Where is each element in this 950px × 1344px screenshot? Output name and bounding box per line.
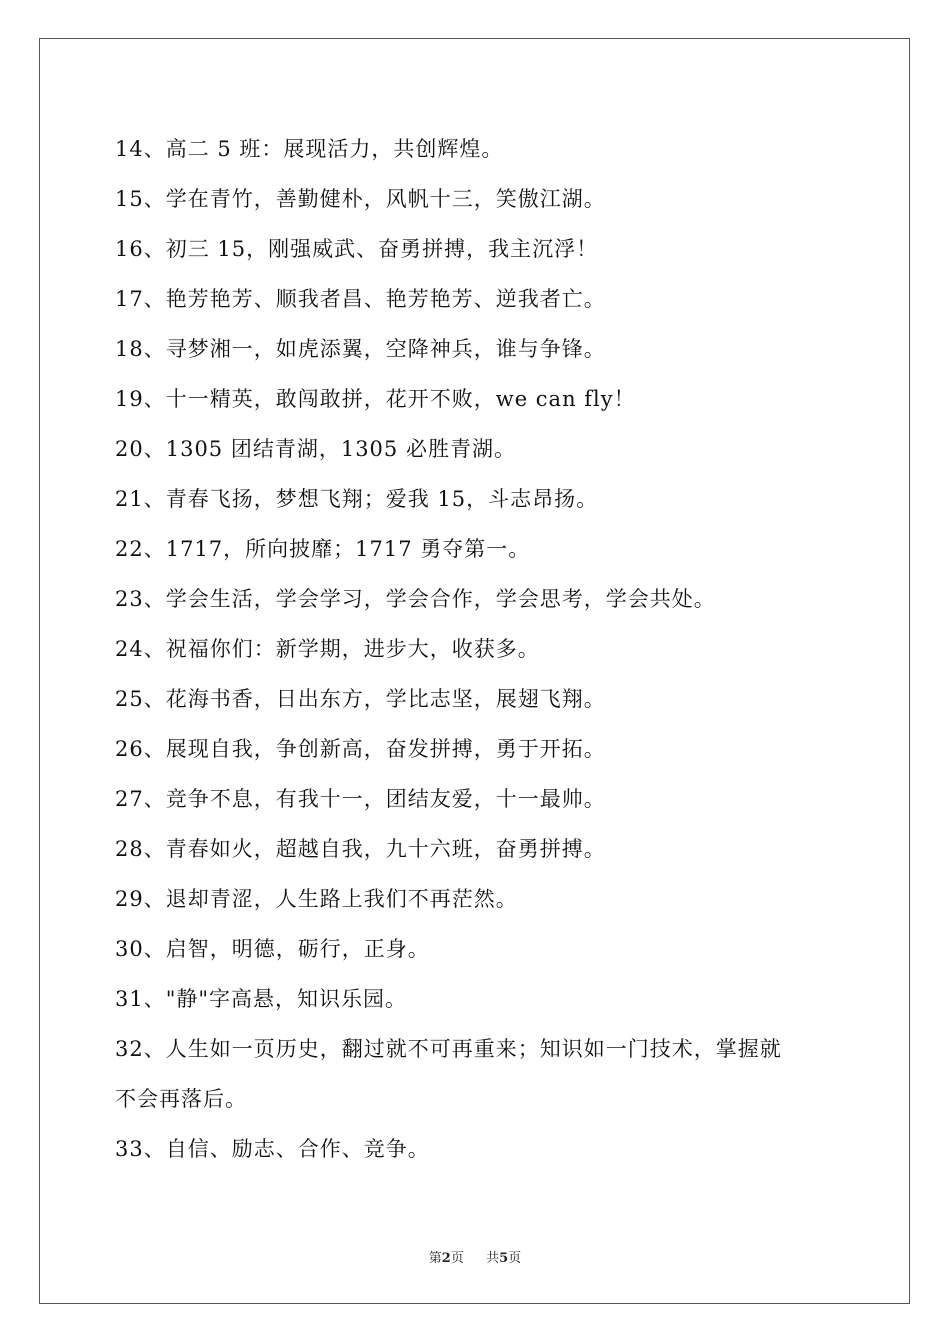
text-line: 21、青春飞扬，梦想飞翔；爱我 15，斗志昂扬。 (115, 487, 599, 511)
document-body (115, 124, 845, 1174)
text-line: 27、竞争不息，有我十一，团结友爱，十一最帅。 (115, 787, 606, 811)
text-line: 28、青春如火，超越自我，九十六班，奋勇拼搏。 (115, 837, 606, 861)
text-line: 22、1717，所向披靡；1717 勇夺第一。 (115, 537, 531, 561)
text-line: 33、自信、励志、合作、竞争。 (115, 1137, 430, 1161)
text-line: 不会再落后。 (115, 1087, 247, 1111)
text-line: 26、展现自我，争创新高，奋发拼搏，勇于开拓。 (115, 737, 606, 761)
text-line: 17、艳芳艳芳、顺我者昌、艳芳艳芳、逆我者亡。 (115, 287, 606, 311)
page-current: 2 (441, 1251, 451, 1266)
text-line: 20、1305 团结青湖，1305 必胜青湖。 (115, 437, 516, 461)
text-line: 32、人生如一页历史，翻过就不可再重来；知识如一门技术，掌握就 (115, 1037, 782, 1061)
text-line: 23、学会生活，学会学习，学会合作，学会思考，学会共处。 (115, 587, 716, 611)
page-total: 5 (499, 1251, 509, 1266)
page-suffix: 页 (450, 1251, 464, 1266)
text-line: 15、学在青竹，善勤健朴，风帆十三，笑傲江湖。 (115, 187, 606, 211)
total-prefix: 共 (486, 1251, 500, 1266)
text-line: 31、"静"字高悬，知识乐园。 (115, 987, 408, 1011)
page-indicator (429, 1251, 468, 1266)
text-line: 29、退却青涩，人生路上我们不再茫然。 (115, 887, 518, 911)
page-total-indicator (486, 1251, 521, 1266)
text-line: 18、寻梦湘一，如虎添翼，空降神兵，谁与争锋。 (115, 337, 606, 361)
text-line: 25、花海书香，日出东方，学比志坚，展翅飞翔。 (115, 687, 606, 711)
text-line: 19、十一精英，敢闯敢拼，花开不败，we can fly！ (115, 387, 636, 411)
text-line: 24、祝福你们：新学期，进步大，收获多。 (115, 637, 540, 661)
page-prefix: 第 (428, 1251, 442, 1266)
text-line: 30、启智，明德，砺行，正身。 (115, 937, 430, 961)
text-line: 16、初三 15，刚强威武、奋勇拼搏，我主沉浮！ (115, 237, 599, 261)
text-line: 14、高二 5 班：展现活力，共创辉煌。 (115, 137, 504, 161)
total-suffix: 页 (508, 1251, 522, 1266)
page-footer (0, 1247, 950, 1266)
